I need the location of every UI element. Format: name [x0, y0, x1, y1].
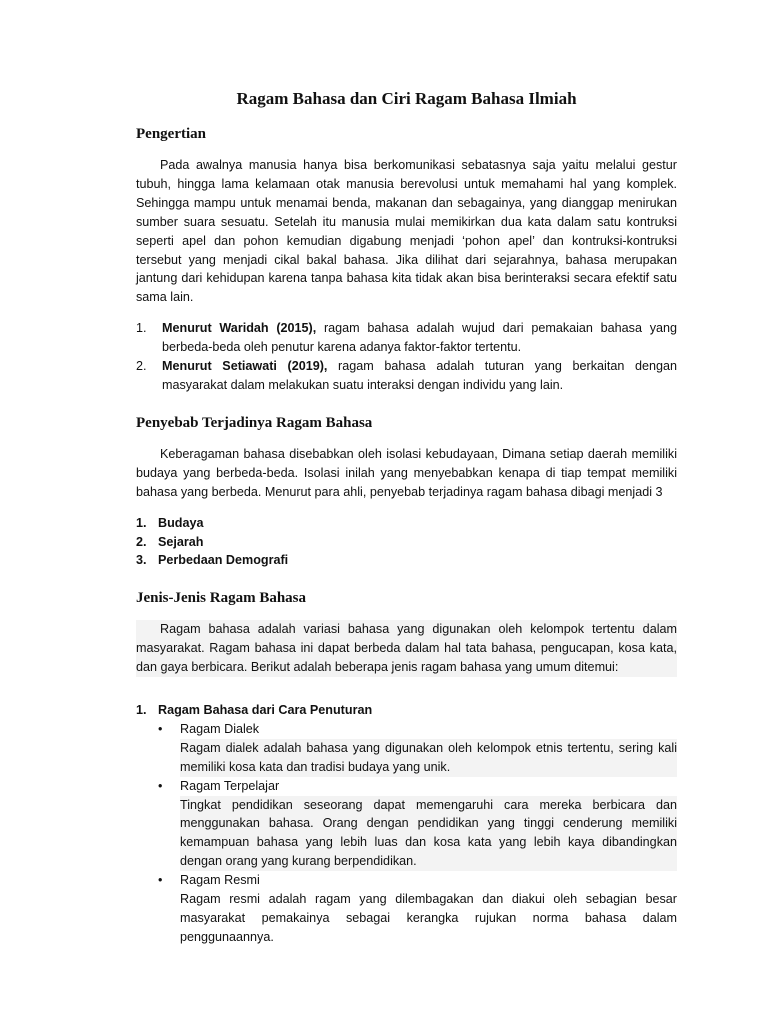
list-item [136, 533, 677, 552]
paragraph-jenis: Ragam bahasa adalah variasi bahasa yang digunakan oleh kelompok tertentu dalam masyarakat. Ragam bahasa ini dapat berbeda dalam hal tata bahasa, pengucapan, kosa kata, dan gaya berbicara. Berikut adalah beberapa jenis ragam bahasa yang umum ditemui: [136, 620, 677, 677]
list-number: 1. [136, 321, 147, 336]
list-item [136, 777, 677, 872]
paragraph-penyebab: Keberagaman bahasa disebabkan oleh isolasi kebudayaan, Dimana setiap daerah memiliki budaya yang berbeda-beda. Isolasi inilah yang menyebabkan kenapa di tiap tempat memiliki bahasa yang berbeda. Menurut para ahli, penyebab terjadinya ragam bahasa dibagi menjadi 3 [136, 446, 677, 499]
list-text: ragam bahasa adalah tuturan yang berkaitan dengan masyarakat dalam melakukan suatu interaksi dengan individu yang lain. [162, 359, 677, 392]
citation-bold: Menurut Setiawati (2019), [162, 359, 328, 374]
list-item [136, 720, 677, 777]
bullet-icon: • [158, 778, 163, 793]
list-number: 1. [136, 515, 147, 530]
bullet-icon: • [158, 873, 163, 888]
list-item [136, 357, 677, 395]
list-text: Budaya [158, 515, 204, 530]
list-text: ragam bahasa adalah wujud dari pemakaian bahasa yang berbeda-beda oleh penutur karena adanya faktor-faktor tertentu. [162, 321, 677, 355]
item-description: Ragam resmi adalah ragam yang dilembagakan dan diakui oleh sebagian besar masyarakat pemakainya sebagai kerangka rujukan norma bahasa dalam penggunaannya. [180, 892, 677, 944]
list-item [136, 319, 677, 357]
item-name: Ragam Resmi [180, 873, 260, 888]
document-page [136, 88, 677, 947]
document-title: Ragam Bahasa dan Ciri Ragam Bahasa Ilmiah [236, 89, 577, 108]
section-heading-pengertian: Pengertian [136, 126, 206, 142]
item-name: Ragam Terpelajar [180, 778, 280, 793]
citation-bold: Menurut Waridah (2015), [162, 321, 317, 336]
list-text: Perbedaan Demografi [158, 553, 289, 568]
list-number: 3. [136, 553, 147, 568]
definition-list [136, 319, 677, 395]
bullet-icon: • [158, 721, 163, 736]
list-item [136, 514, 677, 533]
subsection-title-text: Ragam Bahasa dari Cara Penuturan [158, 703, 373, 718]
list-number: 2. [136, 359, 147, 374]
item-description: Tingkat pendidikan seseorang dapat memengaruhi cara mereka berbicara dan menggunakan bahasa. Orang dengan pendidikan yang tinggi cenderung memiliki kemampuan bahasa yang lebih luas dan kosa kata yang lebih kaya dibandingkan dengan orang yang kurang berpendidikan. [180, 796, 677, 872]
list-number: 2. [136, 534, 147, 549]
paragraph-pengertian: Pada awalnya manusia hanya bisa berkomunikasi sebatasnya saja yaitu melalui gestur tubuh, hingga lama kelamaan otak manusia berevolusi untuk memahami hal yang komplek. Sehingga mampu untuk menamai benda, makanan dan sebagainya, yang dianggap menirukan sumber suara sesuatu. Setelah itu manusia mulai memikirkan dua kata dalam satu kontruksi seperti apel dan pohon kemudian digabung menjadi ‘pohon apel’ dan kontruksi-kontruksi tersebut yang menjadi cikal bakal bahasa. Jika dilihat dari sejarahnya, bahasa merupakan jantung dari kehidupan karena tanpa bahasa kita tidak akan bisa berinteraksi secara efektif satu sama lain. [136, 158, 677, 305]
list-item [136, 871, 677, 947]
list-number: 1. [136, 703, 147, 718]
ragam-list [136, 720, 677, 947]
item-name: Ragam Dialek [180, 721, 260, 736]
subsection-title [136, 701, 677, 720]
cause-list [136, 514, 677, 571]
list-text: Sejarah [158, 534, 204, 549]
list-item [136, 551, 677, 570]
item-description: Ragam dialek adalah bahasa yang digunakan oleh kelompok etnis tertentu, sering kali memiliki kosa kata dan tradisi budaya yang unik. [180, 739, 677, 777]
section-heading-penyebab: Penyebab Terjadinya Ragam Bahasa [136, 414, 373, 431]
section-heading-jenis: Jenis-Jenis Ragam Bahasa [136, 590, 307, 607]
